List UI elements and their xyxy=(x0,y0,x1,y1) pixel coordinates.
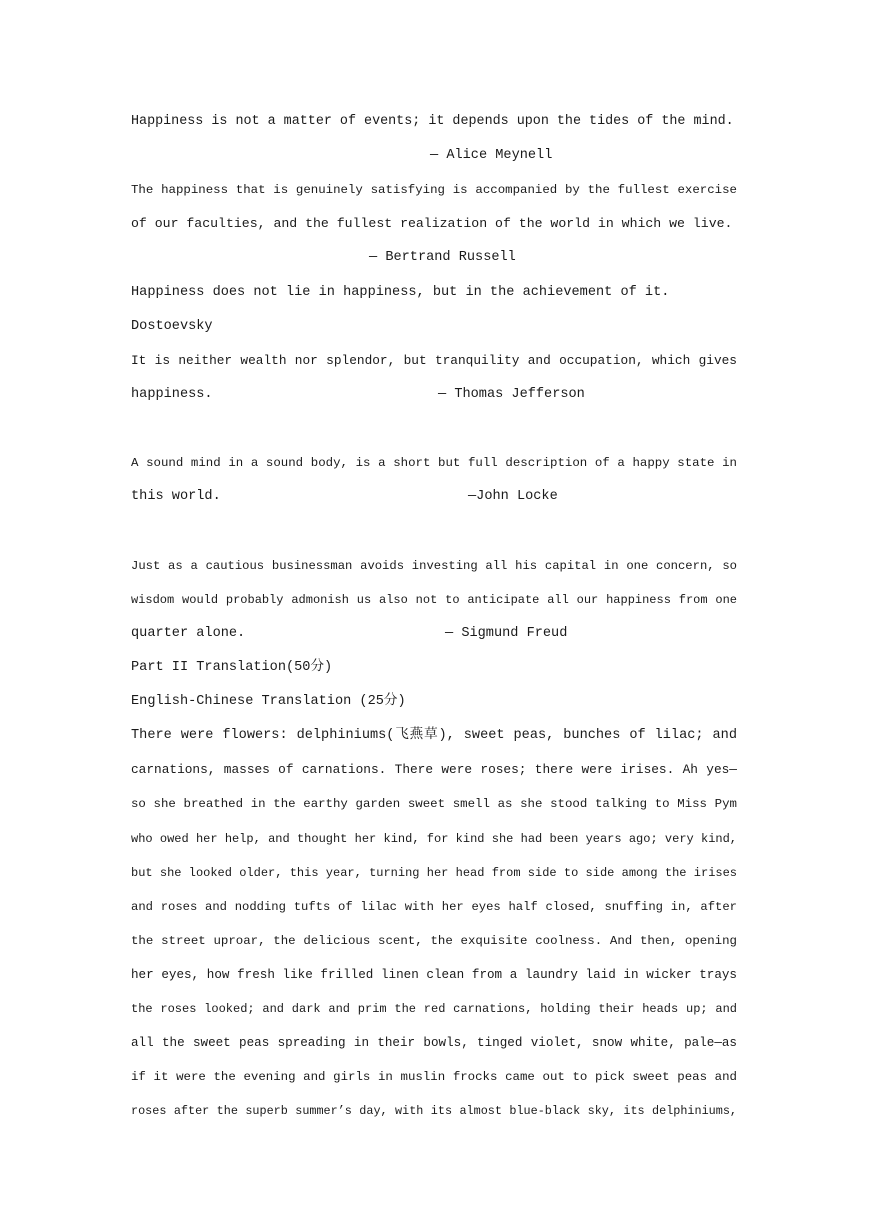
passage-line: the street uproar, the delicious scent, the exquisite coolness. And then, opening xyxy=(131,934,737,948)
passage-line: the roses looked; and dark and prim the red carnations, holding their heads up; and xyxy=(131,1002,737,1016)
passage-line: and roses and nodding tufts of lilac with her eyes half closed, snuffing in, after xyxy=(131,900,737,914)
quote-author: —John Locke xyxy=(468,489,558,504)
quote-text-line: A sound mind in a sound body, is a short but full description of a happy state in xyxy=(131,456,737,470)
quote-author: — Thomas Jefferson xyxy=(438,387,585,402)
passage-line: There were flowers: delphiniums(飞燕草), sweet peas, bunches of lilac; and xyxy=(131,728,737,743)
quote-text-line: happiness. xyxy=(131,387,213,402)
section-heading: Part II Translation(50分) xyxy=(131,660,333,675)
passage-line: all the sweet peas spreading in their bowls, tinged violet, snow white, pale—as xyxy=(131,1036,737,1050)
quote-text-line: The happiness that is genuinely satisfying is accompanied by the fullest exercise xyxy=(131,183,737,197)
quote-text-line: Happiness does not lie in happiness, but in the achievement of it. xyxy=(131,285,670,300)
passage-line: who owed her help, and thought her kind, for kind she had been years ago; very kind, xyxy=(131,832,737,846)
passage-line: her eyes, how fresh like frilled linen clean from a laundry laid in wicker trays xyxy=(131,968,737,982)
passage-line: if it were the evening and girls in muslin frocks came out to pick sweet peas and xyxy=(131,1070,737,1084)
passage-line: but she looked older, this year, turning her head from side to side among the irises xyxy=(131,866,737,880)
quote-author: — Sigmund Freud xyxy=(445,626,568,641)
quote-text-line: of our faculties, and the fullest realization of the world in which we live. xyxy=(131,216,733,231)
passage-line: carnations, masses of carnations. There were roses; there were irises. Ah yes— xyxy=(131,762,737,777)
quote-text-line: quarter alone. xyxy=(131,626,246,641)
passage-line: so she breathed in the earthy garden sweet smell as she stood talking to Miss Pym xyxy=(131,797,737,811)
quote-text-line: Dostoevsky xyxy=(131,319,213,334)
quote-text-line: Happiness is not a matter of events; it depends upon the tides of the mind. xyxy=(131,114,734,129)
quote-text-line: It is neither wealth nor splendor, but tranquility and occupation, which gives xyxy=(131,353,737,368)
passage-line: roses after the superb summer’s day, with its almost blue-black sky, its delphiniums, xyxy=(131,1104,737,1118)
quote-text-line: wisdom would probably admonish us also not to anticipate all our happiness from one xyxy=(131,593,737,607)
quote-author: — Bertrand Russell xyxy=(369,250,516,265)
section-subheading: English-Chinese Translation (25分) xyxy=(131,694,406,709)
quote-text-line: Just as a cautious businessman avoids investing all his capital in one concern, so xyxy=(131,559,737,573)
quote-text-line: this world. xyxy=(131,489,221,504)
quote-author: — Alice Meynell xyxy=(430,148,553,163)
